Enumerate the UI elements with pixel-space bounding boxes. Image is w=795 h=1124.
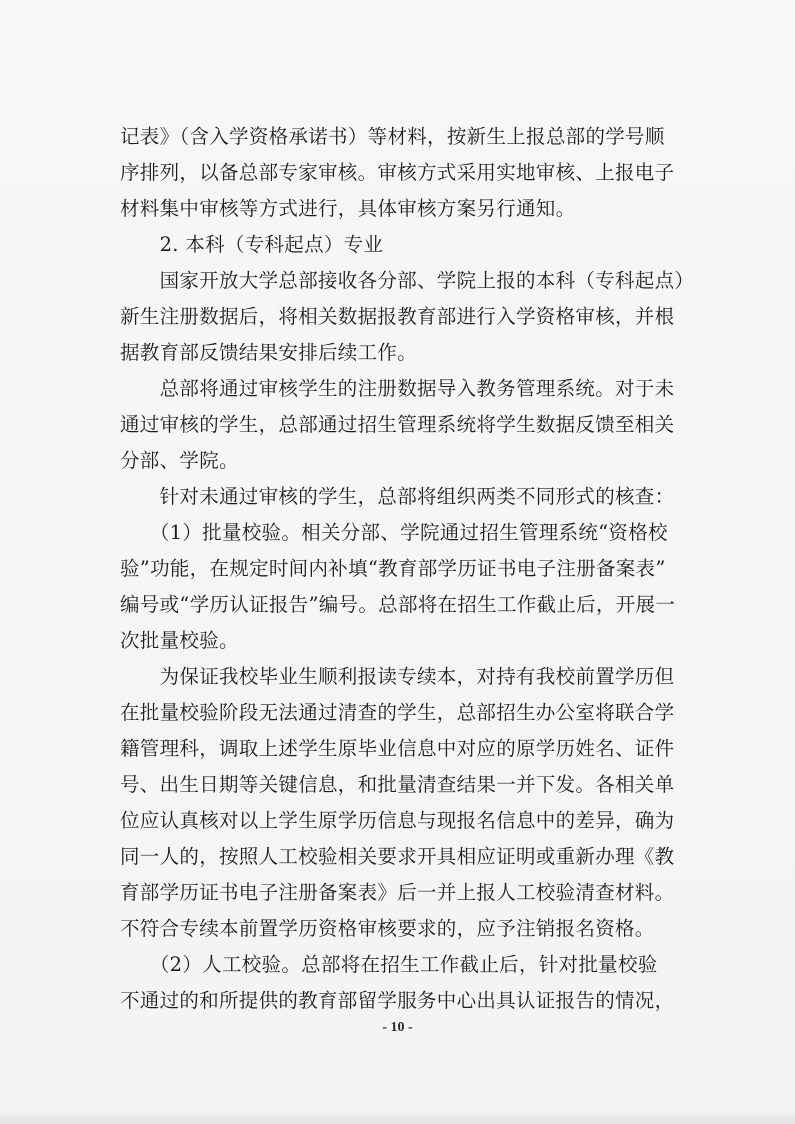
text-line: 次批量校验。 xyxy=(120,629,239,652)
text-line: 为保证我校毕业生顺利报读专续本，对持有我校前置学历但 xyxy=(120,665,675,688)
text-line: 国家开放大学总部接收各分部、学院上报的本科（专科起点） xyxy=(120,269,695,292)
text-line: 新生注册数据后，将相关数据报教育部进行入学资格审核，并根 xyxy=(120,305,675,328)
section-heading: 2. 本科（专科起点）专业 xyxy=(120,233,384,256)
text-line: 针对未通过审核的学生，总部将组织两类不同形式的核查： xyxy=(120,485,675,508)
text-line: 不通过的和所提供的教育部留学服务中心出具认证报告的情况， xyxy=(120,989,675,1012)
text-line: （1）批量校验。相关分部、学院通过招生管理系统“资格校 xyxy=(120,521,668,544)
text-line: 同一人的，按照人工校验相关要求开具相应证明或重新办理《教 xyxy=(120,845,675,868)
text-line: 位应认真核对以上学生原学历信息与现报名信息中的差异，确为 xyxy=(120,809,675,832)
text-line: 据教育部反馈结果安排后续工作。 xyxy=(120,341,418,364)
text-line: 记表》（含入学资格承诺书）等材料，按新生上报总部的学号顺 xyxy=(120,125,665,148)
text-line: 育部学历证书电子注册备案表》后一并上报人工校验清查材料。 xyxy=(120,881,675,904)
text-line: 通过审核的学生，总部通过招生管理系统将学生数据反馈至相关 xyxy=(120,413,675,436)
text-line: 籍管理科，调取上述学生原毕业信息中对应的原学历姓名、证件 xyxy=(120,737,675,760)
text-line: 不符合专续本前置学历资格审核要求的，应予注销报名资格。 xyxy=(120,917,655,940)
page-number: - 10 - xyxy=(382,1020,413,1035)
text-line: 验”功能，在规定时间内补填“教育部学历证书电子注册备案表” xyxy=(120,557,666,580)
text-line: 在批量校验阶段无法通过清查的学生，总部招生办公室将联合学 xyxy=(120,701,675,724)
scan-edge-shadow xyxy=(0,1110,795,1124)
text-line: 分部、学院。 xyxy=(120,449,239,472)
text-line: 总部将通过审核学生的注册数据导入教务管理系统。对于未 xyxy=(120,377,675,400)
text-line: 材料集中审核等方式进行，具体审核方案另行通知。 xyxy=(120,197,576,220)
text-line: （2）人工校验。总部将在招生工作截止后，针对批量校验 xyxy=(120,953,658,976)
text-line: 编号或“学历认证报告”编号。总部将在招生工作截止后，开展一 xyxy=(120,593,676,616)
text-line: 序排列，以备总部专家审核。审核方式采用实地审核、上报电子 xyxy=(120,161,675,184)
text-line: 号、出生日期等关键信息，和批量清查结果一并下发。各相关单 xyxy=(120,773,675,796)
